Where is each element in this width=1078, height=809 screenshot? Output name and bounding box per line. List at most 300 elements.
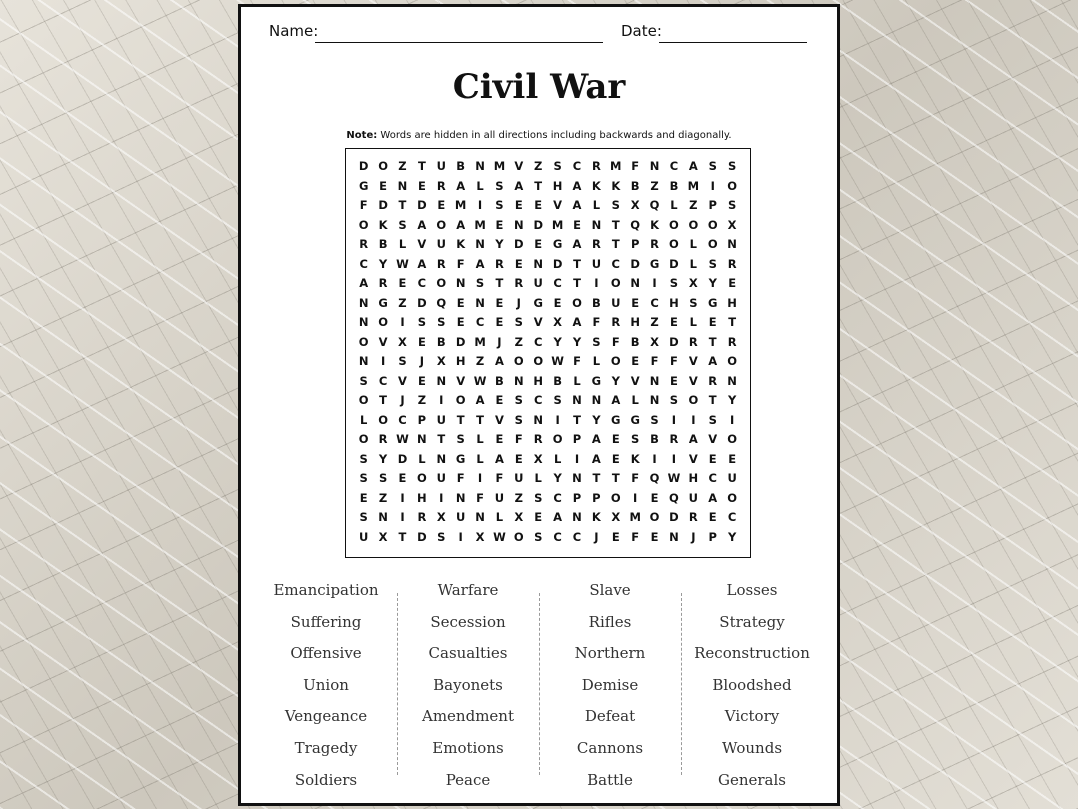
grid-letter: U — [436, 237, 446, 251]
grid-letter: X — [650, 334, 659, 349]
grid-letter: L — [689, 256, 697, 271]
grid-letter: Y — [727, 393, 737, 407]
grid-letter: A — [572, 178, 582, 193]
grid-letter: M — [610, 159, 622, 173]
grid-letter: A — [611, 393, 621, 407]
grid-letter: S — [437, 315, 446, 329]
grid-letter: I — [439, 393, 444, 407]
grid-letter: H — [552, 178, 563, 193]
grid-letter: B — [630, 178, 640, 193]
word-item: Wounds — [721, 738, 783, 757]
grid-letter: N — [727, 237, 737, 251]
grid-letter: I — [477, 198, 483, 212]
grid-letter: B — [378, 237, 388, 251]
grid-letter: N — [591, 217, 602, 232]
grid-letter: P — [572, 432, 582, 446]
grid-letter: W — [667, 471, 681, 485]
grid-letter: P — [708, 529, 717, 544]
grid-letter: N — [669, 529, 679, 544]
grid-letter: F — [631, 159, 640, 173]
grid-letter: A — [688, 432, 698, 446]
grid-letter: C — [553, 490, 562, 505]
grid-letter: M — [474, 334, 486, 349]
grid-letter: T — [611, 471, 620, 485]
grid-letter: V — [553, 198, 563, 212]
grid-letter: L — [592, 198, 601, 212]
grid-letter: S — [708, 256, 717, 271]
grid-letter: L — [418, 451, 426, 466]
grid-letter: N — [436, 373, 447, 388]
grid-letter: M — [493, 159, 506, 173]
grid-letter: C — [553, 529, 562, 544]
grid-letter: Y — [378, 256, 388, 271]
word-item: Casualties — [428, 644, 508, 663]
grid-letter: E — [534, 237, 543, 251]
word-item: Emancipation — [273, 581, 379, 599]
grid-letter: O — [572, 295, 582, 310]
grid-letter: V — [688, 354, 698, 368]
word-item: Rifles — [588, 612, 632, 631]
grid-letter: I — [652, 451, 657, 466]
grid-letter: S — [359, 471, 368, 485]
grid-letter: V — [708, 432, 718, 446]
grid-letter: L — [398, 237, 407, 251]
grid-letter: E — [728, 451, 737, 466]
grid-letter: F — [670, 354, 678, 368]
grid-letter: R — [708, 373, 718, 388]
grid-letter: E — [708, 315, 717, 329]
grid-letter: E — [553, 295, 562, 310]
grid-letter: N — [455, 490, 466, 505]
grid-letter: R — [378, 432, 388, 446]
grid-letter: X — [436, 510, 446, 524]
grid-letter: T — [708, 334, 717, 349]
grid-letter: Y — [553, 471, 562, 485]
grid-letter: P — [630, 237, 640, 251]
grid-letter: A — [417, 256, 427, 271]
grid-letter: W — [551, 354, 564, 368]
grid-letter: T — [398, 529, 407, 544]
grid-row — [354, 157, 742, 176]
grid-letter: F — [631, 529, 640, 544]
grid-letter: Z — [378, 490, 388, 505]
grid-row — [354, 255, 742, 274]
grid-row — [354, 294, 742, 313]
grid-letter: N — [630, 276, 640, 290]
grid-letter: U — [494, 490, 505, 505]
grid-letter: O — [436, 276, 447, 290]
grid-letter: Z — [689, 198, 698, 212]
grid-letter: E — [611, 432, 620, 446]
grid-letter: S — [495, 198, 504, 212]
grid-letter: G — [611, 412, 621, 427]
grid-letter: E — [417, 178, 426, 193]
grid-letter: O — [378, 315, 388, 329]
grid-letter: D — [417, 198, 427, 212]
grid-letter: A — [514, 178, 524, 193]
grid-letter: O — [669, 217, 679, 232]
grid-letter: S — [650, 412, 659, 427]
grid-letter: N — [727, 373, 737, 388]
grid-letter: W — [473, 373, 487, 388]
grid-letter: S — [456, 432, 465, 446]
grid-letter: Z — [398, 159, 407, 173]
grid-letter: S — [475, 276, 485, 290]
grid-letter: I — [671, 412, 677, 427]
grid-letter: A — [591, 451, 601, 466]
grid-letter: A — [494, 451, 504, 466]
grid-letter: E — [631, 295, 640, 310]
grid-letter: S — [708, 412, 717, 427]
grid-letter: A — [572, 198, 582, 212]
grid-letter: L — [476, 178, 484, 193]
grid-letter: E — [670, 373, 678, 388]
grid-letter: Z — [417, 393, 427, 407]
grid-letter: D — [455, 334, 466, 349]
word-item: Warfare — [437, 581, 499, 599]
grid-letter: E — [514, 451, 523, 466]
grid-letter: F — [592, 315, 601, 329]
grid-letter: D — [417, 529, 427, 544]
grid-letter: E — [398, 276, 407, 290]
grid-letter: Y — [611, 373, 620, 388]
grid-row — [354, 196, 742, 215]
word-item: Victory — [724, 707, 780, 726]
word-list — [255, 575, 821, 787]
grid-letter: L — [670, 198, 678, 212]
grid-letter: O — [649, 510, 660, 524]
grid-letter: K — [630, 451, 640, 466]
grid-letter: E — [631, 354, 640, 368]
grid-letter: N — [649, 393, 660, 407]
grid-letter: U — [533, 276, 543, 290]
grid-letter: M — [551, 217, 564, 232]
grid-letter: C — [708, 471, 717, 485]
grid-letter: N — [572, 393, 582, 407]
grid-letter: S — [359, 451, 368, 466]
grid-letter: O — [610, 276, 621, 290]
grid-letter: J — [419, 354, 424, 368]
grid-letter: S — [437, 529, 446, 544]
grid-letter: T — [379, 393, 388, 407]
grid-letter: O — [727, 354, 737, 368]
grid-letter: J — [691, 529, 696, 544]
grid-letter: N — [358, 315, 369, 329]
grid-letter: O — [533, 354, 544, 368]
grid-letter: T — [728, 315, 737, 329]
grid-row — [354, 489, 742, 508]
grid-letter: N — [417, 432, 427, 446]
grid-row — [354, 391, 742, 410]
grid-letter: K — [591, 510, 601, 524]
grid-letter: N — [475, 295, 485, 310]
date-line — [659, 42, 807, 43]
grid-row — [354, 352, 742, 371]
grid-letter: S — [398, 354, 407, 368]
grid-letter: I — [555, 412, 560, 427]
letter-grid — [345, 148, 751, 558]
grid-letter: L — [553, 451, 562, 466]
grid-letter: O — [688, 393, 699, 407]
grid-letter: Z — [475, 354, 485, 368]
grid-letter: X — [378, 529, 388, 544]
grid-letter: F — [514, 432, 523, 446]
grid-letter: L — [592, 354, 601, 368]
grid-letter: C — [398, 412, 407, 427]
grid-letter: T — [417, 159, 426, 173]
grid-letter: N — [475, 510, 485, 524]
grid-letter: H — [630, 315, 640, 329]
grid-letter: L — [360, 412, 368, 427]
grid-letter: J — [594, 529, 599, 544]
grid-letter: N — [514, 373, 524, 388]
grid-letter: Q — [436, 295, 447, 310]
grid-letter: B — [456, 159, 466, 173]
grid-letter: N — [378, 510, 388, 524]
grid-letter: N — [533, 412, 544, 427]
grid-row — [354, 528, 742, 547]
grid-letter: C — [727, 510, 737, 524]
grid-letter: A — [572, 237, 582, 251]
grid-row — [354, 235, 742, 254]
grid-letter: F — [631, 471, 640, 485]
grid-letter: Y — [727, 529, 737, 544]
grid-letter: I — [439, 490, 444, 505]
grid-letter: I — [633, 490, 638, 505]
note-label: Note: — [346, 130, 378, 141]
grid-letter: N — [649, 159, 660, 173]
worksheet — [238, 4, 840, 806]
grid-letter: G — [455, 451, 466, 466]
grid-letter: B — [592, 295, 601, 310]
grid-letter: D — [552, 256, 563, 271]
grid-letter: X — [688, 276, 698, 290]
grid-letter: F — [456, 256, 465, 271]
grid-letter: O — [358, 432, 369, 446]
grid-letter: T — [573, 256, 581, 271]
grid-letter: R — [417, 510, 427, 524]
grid-letter: E — [611, 451, 620, 466]
grid-letter: C — [475, 315, 485, 329]
grid-letter: L — [631, 393, 639, 407]
grid-letter: H — [455, 354, 466, 368]
grid-letter: S — [592, 334, 601, 349]
grid-letter: Z — [650, 178, 659, 193]
grid-letter: C — [359, 256, 368, 271]
grid-letter: A — [456, 178, 466, 193]
grid-letter: I — [594, 276, 599, 290]
grid-letter: O — [727, 490, 737, 505]
grid-letter: F — [611, 334, 620, 349]
grid-letter: Q — [669, 490, 679, 505]
grid-letter: I — [458, 529, 463, 544]
grid-letter: B — [669, 178, 679, 193]
grid-letter: R — [727, 334, 737, 349]
grid-row — [354, 372, 742, 391]
grid-letter: L — [476, 432, 484, 446]
grid-letter: G — [708, 295, 718, 310]
grid-letter: M — [687, 178, 700, 193]
grid-letter: F — [650, 354, 659, 368]
grid-letter: N — [572, 510, 582, 524]
grid-letter: L — [534, 471, 542, 485]
grid-letter: H — [727, 295, 737, 310]
instructions-note — [241, 130, 837, 141]
grid-letter: U — [359, 529, 369, 544]
grid-letter: E — [728, 276, 737, 290]
grid-letter: T — [611, 237, 620, 251]
grid-letter: U — [591, 256, 602, 271]
word-item: Emotions — [432, 738, 504, 757]
grid-letter: O — [358, 393, 369, 407]
grid-letter: I — [400, 315, 405, 329]
grid-letter: Y — [572, 334, 582, 349]
grid-letter: V — [494, 412, 504, 427]
grid-letter: Z — [514, 490, 523, 505]
word-item: Battle — [587, 770, 633, 789]
grid-letter: L — [495, 510, 504, 524]
grid-letter: U — [727, 471, 737, 485]
grid-letter: D — [669, 256, 679, 271]
grid-letter: F — [476, 490, 484, 505]
grid-letter: N — [455, 276, 466, 290]
grid-letter: S — [378, 471, 388, 485]
grid-letter: Q — [630, 217, 641, 232]
grid-letter: E — [534, 198, 543, 212]
grid-letter: S — [708, 159, 717, 173]
grid-row — [354, 333, 742, 352]
grid-letter: R — [611, 315, 621, 329]
grid-letter: I — [400, 490, 405, 505]
grid-letter: V — [533, 315, 543, 329]
word-column — [255, 575, 397, 796]
grid-letter: E — [650, 490, 659, 505]
grid-letter: A — [456, 217, 466, 232]
grid-letter: U — [688, 490, 698, 505]
grid-letter: E — [670, 315, 678, 329]
word-item: Peace — [445, 770, 491, 789]
grid-letter: O — [707, 217, 718, 232]
grid-letter: V — [630, 373, 640, 388]
grid-letter: E — [573, 217, 581, 232]
grid-letter: O — [688, 217, 699, 232]
grid-letter: R — [514, 276, 524, 290]
grid-letter: E — [495, 315, 504, 329]
grid-letter: T — [573, 412, 581, 427]
word-item: Bayonets — [433, 675, 503, 694]
grid-letter: S — [398, 217, 407, 232]
grid-letter: R — [688, 334, 698, 349]
grid-letter: I — [380, 354, 386, 368]
grid-row — [354, 430, 742, 449]
word-item: Tragedy — [294, 738, 358, 757]
grid-letter: O — [513, 354, 524, 368]
grid-letter: R — [533, 432, 543, 446]
grid-letter: U — [436, 159, 446, 173]
word-item: Cannons — [576, 738, 644, 757]
grid-letter: F — [495, 471, 504, 485]
grid-letter: N — [397, 178, 408, 193]
grid-letter: N — [358, 354, 369, 368]
grid-letter: O — [358, 217, 369, 232]
grid-letter: E — [708, 451, 717, 466]
grid-letter: N — [475, 159, 485, 173]
grid-letter: R — [727, 256, 737, 271]
grid-letter: Z — [534, 159, 543, 173]
grid-letter: S — [611, 198, 620, 212]
grid-letter: H — [688, 471, 699, 485]
grid-letter: P — [708, 198, 717, 212]
grid-letter: I — [574, 451, 580, 466]
name-label: Name: — [269, 22, 319, 40]
grid-letter: X — [611, 510, 621, 524]
grid-letter: D — [514, 237, 524, 251]
grid-letter: Z — [650, 315, 659, 329]
grid-letter: E — [456, 315, 465, 329]
grid-letter: C — [669, 159, 679, 173]
grid-letter: Q — [649, 198, 660, 212]
grid-letter: B — [630, 334, 640, 349]
grid-letter: S — [553, 159, 562, 173]
grid-letter: N — [475, 237, 485, 251]
grid-letter: T — [708, 393, 717, 407]
word-item: Generals — [717, 770, 786, 789]
grid-letter: A — [688, 159, 698, 173]
grid-letter: E — [650, 529, 659, 544]
grid-letter: U — [514, 471, 524, 485]
word-item: Offensive — [290, 644, 362, 663]
grid-letter: D — [378, 198, 388, 212]
grid-letter: F — [573, 354, 581, 368]
grid-letter: C — [572, 529, 582, 544]
page-title: Civil War — [452, 67, 626, 107]
grid-letter: G — [358, 178, 369, 193]
grid-letter: E — [611, 529, 620, 544]
word-item: Reconstruction — [694, 644, 810, 663]
word-column — [539, 575, 681, 796]
grid-letter: Y — [378, 451, 388, 466]
grid-letter: R — [378, 276, 388, 290]
grid-letter: T — [456, 412, 465, 427]
grid-letter: R — [436, 256, 446, 271]
grid-letter: J — [497, 334, 502, 349]
grid-letter: S — [727, 159, 737, 173]
grid-letter: Y — [495, 237, 504, 251]
grid-letter: B — [650, 432, 659, 446]
word-item: Secession — [430, 612, 506, 631]
grid-letter: A — [553, 510, 563, 524]
grid-row — [354, 450, 742, 469]
grid-letter: L — [689, 237, 697, 251]
grid-letter: C — [533, 334, 543, 349]
grid-row — [354, 508, 742, 527]
grid-letter: V — [688, 451, 698, 466]
grid-letter: F — [359, 198, 368, 212]
grid-letter: E — [495, 393, 504, 407]
grid-letter: B — [495, 373, 504, 388]
grid-letter: S — [553, 393, 562, 407]
grid-letter: O — [669, 237, 679, 251]
grid-letter: W — [396, 256, 409, 271]
grid-letter: S — [534, 490, 543, 505]
grid-letter: W — [493, 529, 506, 544]
grid-letter: I — [691, 412, 696, 427]
grid-letter: Z — [398, 295, 407, 310]
grid-letter: O — [358, 334, 369, 349]
grid-letter: U — [455, 510, 466, 524]
word-item: Losses — [726, 581, 778, 599]
grid-letter: E — [379, 178, 388, 193]
